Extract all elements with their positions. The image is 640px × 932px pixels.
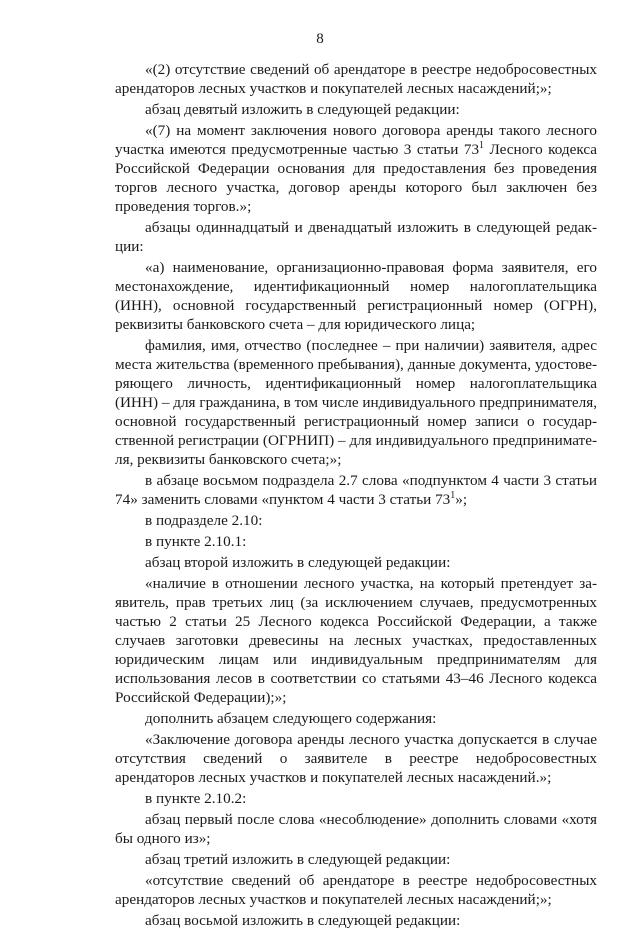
paragraph: фамилия, имя, отчество (последнее – при наличии) заявителя, адрес места жительства (временного пребывания), данные документа, удостоверяющего личность, идентификационный номер налогоплательщика (ИНН) – для гражданина, в том числе индивидуального предпринимателя, основной государственный регистрационный номер записи о государственной регистрации (ОГРНИП) – для индивидуального предпринимателя, реквизиты банковского счета;»; — [115, 337, 597, 468]
paragraph: «отсутствие сведений об арендаторе в реестре недобросовестных арендаторов лесных участков и покупателей лесных насаждений;»; — [115, 872, 597, 908]
paragraph: «(7) на момент заключения нового договора аренды такого лесного участка имеются предусмотренные частью 3 статьи $73^1$ Лесного кодекса Российской Федерации основания для предоставления без проведения торгов лесного участка, договор аренды которого был заключен без проведения торгов.»; — [115, 122, 598, 215]
superscript: 1 — [450, 490, 456, 501]
paragraph: абзац второй изложить в следующей редакции: — [145, 554, 451, 571]
paragraph: абзац восьмой изложить в следующей редакции: — [145, 912, 461, 929]
paragraph: «а) наименование, организационно-правовая форма заявителя, его местонахождение, идентификационный номер налогоплательщика (ИНН), основной государственный регистрационный номер (ОГРН), реквизиты банковского счета – для юридического лица; — [115, 259, 597, 333]
superscript: 1 — [479, 140, 485, 151]
paragraph: «наличие в отношении лесного участка, на который претендует заявитель, прав третьих лиц (за исключением случаев, предусмотренных частью 2 статьи 25 Лесного кодекса Российской Федерации, а также случаев заготовки древесины на лесных участках, предоставленных юридическим лицам или индивидуальным предпринимателям для использования лесов в соответствии со статьями 43–46 Лесного кодекса Российской Федерации);»; — [115, 575, 597, 706]
paragraph: «(2) отсутствие сведений об арендаторе в реестре недобросовестных арендаторов лесных участков и покупателей лесных насаждений;»; — [115, 61, 597, 97]
paragraph: в абзаце восьмом подраздела 2.7 слова «подпунктом 4 части 3 статьи 74» заменить словами «пунктом 4 части 3 статьи $73^1$»; — [115, 472, 597, 508]
paragraph: абзац третий изложить в следующей редакции: — [145, 851, 451, 868]
document-body — [115, 60, 597, 932]
paragraph: «Заключение договора аренды лесного участка допускается в случае отсутствия сведений о заявителе в реестре недобросовестных арендаторов лесных участков и покупателей лесных насаждений.»; — [115, 731, 597, 786]
paragraph: в пункте 2.10.2: — [145, 790, 247, 807]
paragraph: в пункте 2.10.1: — [145, 533, 247, 550]
paragraph: дополнить абзацем следующего содержания: — [145, 710, 437, 727]
paragraph: абзацы одиннадцатый и двенадцатый изложить в следующей редакции: — [115, 219, 597, 255]
paragraph: абзац первый после слова «несоблюдение» дополнить словами «хотя бы одного из»; — [115, 811, 597, 847]
page-number: 8 — [316, 31, 324, 47]
paragraph: в подразделе 2.10: — [145, 512, 263, 529]
paragraph: абзац девятый изложить в следующей редакции: — [145, 101, 460, 118]
